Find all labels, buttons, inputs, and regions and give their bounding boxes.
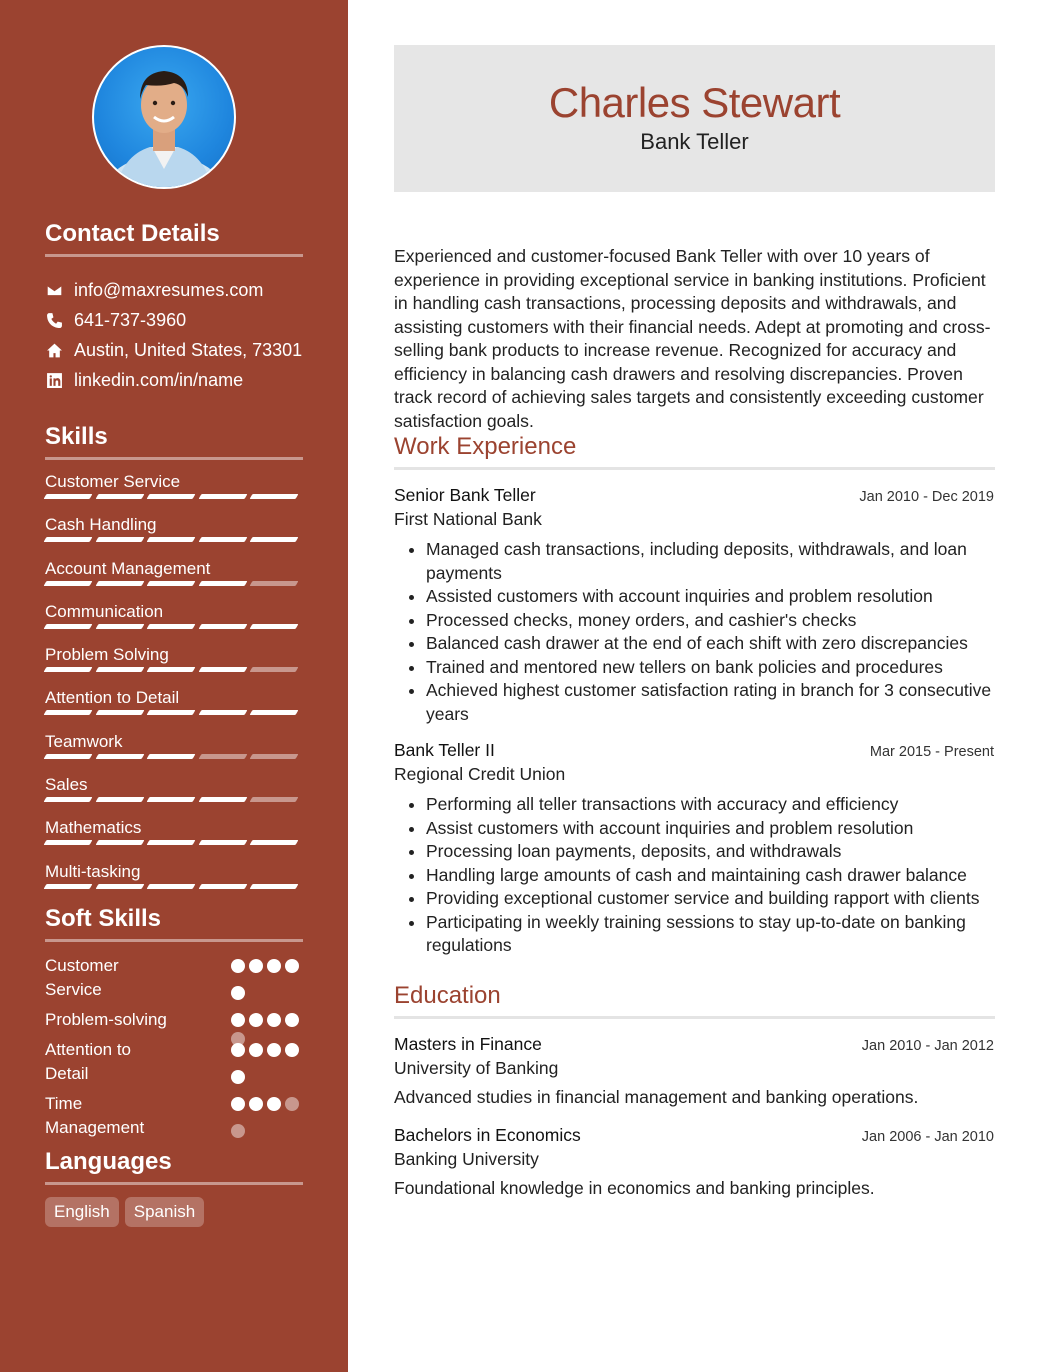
skill-level-segment	[147, 581, 195, 586]
contact-email[interactable]	[45, 275, 303, 305]
skill-level-bar	[45, 494, 303, 499]
skill-name: Mathematics	[45, 818, 142, 838]
skill-level-segment	[147, 797, 195, 802]
rating-dot	[267, 1097, 281, 1111]
job-bullet: • Managed cash transactions, including deposits, withdrawals, and loan payments	[426, 538, 994, 585]
skill-level-segment	[250, 667, 298, 672]
job-title: Bank Teller II	[394, 740, 495, 760]
soft-skill-item	[45, 1008, 303, 1038]
rating-dot	[231, 1124, 245, 1138]
job-bullet: • Handling large amounts of cash and maintaining cash drawer balance	[426, 864, 994, 888]
skill-level-segment	[250, 754, 298, 759]
skill-level-segment	[147, 494, 195, 499]
job-date: Mar 2015 - Present	[869, 744, 994, 760]
skill-level-segment	[250, 797, 298, 802]
rating-dot	[249, 1097, 263, 1111]
rating-dot	[285, 1097, 299, 1111]
skill-level-segment	[198, 710, 246, 715]
languages-section	[45, 1148, 303, 1227]
skill-level-segment	[95, 494, 143, 499]
skill-level-segment	[250, 494, 298, 499]
job-bullet: • Balanced cash drawer at the end of each shift with zero discrepancies	[426, 632, 994, 656]
skill-level-bar	[45, 797, 303, 802]
soft-skill-name: Attention to Detail	[45, 1040, 132, 1083]
skill-level-bar	[45, 624, 303, 629]
skill-level-bar	[45, 710, 303, 715]
skill-item	[45, 503, 303, 546]
education-date: Jan 2006 - Jan 2010	[861, 1129, 994, 1145]
skill-level-segment	[44, 581, 92, 586]
skill-level-segment	[198, 840, 246, 845]
soft-skill-rating	[231, 1008, 303, 1038]
rating-dot	[249, 1013, 263, 1027]
email-icon	[45, 281, 63, 299]
skill-level-segment	[95, 840, 143, 845]
education-desc: Foundational knowledge in economics and banking principles.	[394, 1178, 875, 1198]
skill-level-segment	[147, 624, 195, 629]
soft-skill-rating	[231, 1092, 303, 1146]
job-org: First National Bank	[394, 509, 542, 529]
skill-level-segment	[95, 537, 143, 542]
linkedin-icon	[45, 371, 63, 389]
skill-level-segment	[198, 494, 246, 499]
skills-list	[45, 460, 303, 893]
rating-dot	[267, 959, 281, 973]
soft-skill-rating	[231, 1038, 303, 1092]
rating-dot	[231, 1070, 245, 1084]
education-desc: Advanced studies in financial management and banking operations.	[394, 1087, 919, 1107]
candidate-role: Bank Teller	[640, 129, 749, 154]
skill-level-segment	[95, 624, 143, 629]
rating-dot	[231, 959, 245, 973]
home-icon	[45, 341, 63, 359]
skill-level-bar	[45, 884, 303, 889]
skill-name: Customer Service	[45, 472, 181, 491]
skill-level-segment	[198, 797, 246, 802]
rating-dot	[285, 959, 299, 973]
rating-dot	[267, 1043, 281, 1057]
skill-name: Account Management	[45, 558, 211, 578]
skill-level-segment	[44, 884, 92, 889]
skill-level-bar	[45, 754, 303, 759]
rating-dot	[231, 1097, 245, 1111]
person-photo-icon	[94, 47, 234, 187]
skill-level-segment	[95, 797, 143, 802]
skill-level-segment	[198, 581, 246, 586]
phone-icon	[45, 311, 63, 329]
candidate-name: Charles Stewart	[548, 79, 841, 126]
avatar	[92, 45, 236, 189]
soft-skill-name: Problem-solving	[45, 1010, 167, 1029]
soft-skill-item	[45, 1038, 303, 1092]
skill-level-segment	[147, 884, 195, 889]
soft-skill-name: Customer Service	[45, 956, 119, 999]
skill-level-segment	[147, 667, 195, 672]
skill-name: Problem Solving	[45, 645, 169, 665]
skill-level-segment	[198, 884, 246, 889]
job-bullet: • Trained and mentored new tellers on bank policies and procedures	[426, 656, 994, 680]
skill-level-segment	[147, 710, 195, 715]
rating-dot	[231, 986, 245, 1000]
skill-item	[45, 763, 303, 806]
work-entry	[394, 740, 994, 958]
contact-section	[45, 220, 303, 395]
rating-dot	[231, 1013, 245, 1027]
language-badge: English	[45, 1197, 119, 1227]
skill-level-segment	[198, 624, 246, 629]
skill-level-segment	[44, 537, 92, 542]
rating-dot	[249, 959, 263, 973]
skill-item	[45, 633, 303, 676]
soft-skills-list	[45, 954, 303, 1146]
skill-item	[45, 590, 303, 633]
skill-level-segment	[44, 754, 92, 759]
rating-dot	[231, 1043, 245, 1057]
skill-level-segment	[147, 537, 195, 542]
soft-skills-section	[45, 905, 303, 1146]
skill-level-segment	[250, 581, 298, 586]
skill-level-segment	[44, 710, 92, 715]
skill-level-segment	[95, 754, 143, 759]
skill-name: Attention to Detail	[45, 688, 180, 708]
skill-level-segment	[198, 754, 246, 759]
language-badge: Spanish	[125, 1197, 204, 1227]
sidebar	[0, 0, 348, 1372]
skill-level-segment	[44, 840, 92, 845]
job-bullet: • Assisted customers with account inquiries and problem resolution	[426, 585, 994, 609]
skill-item	[45, 806, 303, 849]
education-title: Education	[394, 982, 995, 1019]
contact-address-text: Austin, United States, 73301	[74, 339, 303, 360]
education-entry	[394, 1034, 994, 1108]
skill-name: Teamwork	[45, 731, 123, 751]
rating-dot	[285, 1043, 299, 1057]
skill-level-segment	[44, 797, 92, 802]
skill-level-segment	[250, 537, 298, 542]
skill-level-segment	[44, 667, 92, 672]
soft-skill-item	[45, 954, 303, 1008]
contact-email-text: info@maxresumes.com	[74, 279, 264, 300]
skill-item	[45, 460, 303, 503]
skill-name: Communication	[45, 601, 164, 621]
contact-phone[interactable]	[45, 305, 303, 335]
contact-linkedin[interactable]	[45, 365, 303, 395]
rating-dot	[267, 1013, 281, 1027]
job-date: Jan 2010 - Dec 2019	[859, 489, 994, 505]
skill-level-segment	[198, 537, 246, 542]
skill-item	[45, 676, 303, 719]
skill-name: Cash Handling	[45, 515, 157, 535]
skills-section	[45, 423, 303, 893]
skill-item	[45, 547, 303, 590]
header	[394, 45, 995, 192]
skill-level-segment	[250, 840, 298, 845]
soft-skills-title: Soft Skills	[45, 905, 303, 942]
skill-item	[45, 720, 303, 763]
job-title: Senior Bank Teller	[394, 485, 536, 505]
job-bullet: • Processing loan payments, deposits, and withdrawals	[426, 840, 994, 864]
skill-level-segment	[147, 754, 195, 759]
contact-linkedin-text: linkedin.com/in/name	[74, 369, 244, 390]
education-date: Jan 2010 - Jan 2012	[861, 1038, 994, 1054]
skill-level-bar	[45, 667, 303, 672]
skill-level-segment	[95, 710, 143, 715]
contact-phone-text: 641-737-3960	[74, 309, 187, 330]
soft-skill-item	[45, 1092, 303, 1146]
skill-level-bar	[45, 581, 303, 586]
skill-name: Multi-tasking	[45, 861, 141, 881]
degree-title: Masters in Finance	[394, 1034, 542, 1054]
skill-level-segment	[44, 624, 92, 629]
rating-dot	[285, 1013, 299, 1027]
skill-level-segment	[198, 667, 246, 672]
job-bullet: • Performing all teller transactions with accuracy and efficiency	[426, 793, 994, 817]
skills-title: Skills	[45, 423, 303, 460]
job-bullet: • Achieved highest customer satisfaction rating in branch for 3 consecutive years	[426, 679, 994, 726]
job-bullet: • Processed checks, money orders, and cashier's checks	[426, 609, 994, 633]
skill-level-segment	[147, 840, 195, 845]
skill-level-segment	[250, 884, 298, 889]
skill-name: Sales	[45, 775, 88, 795]
summary-text: Experienced and customer-focused Bank Teller with over 10 years of experience in providing exceptional service in banking institutions. Proficient in handling cash transactions, processing deposits and withdrawals, and assisting customers with their financial needs. Adept at promoting and cross-selling bank products to increase revenue. Recognized for accuracy and efficiency in balancing cash drawers and resolving discrepancies. Proven track record of achieving sales targets and consistently exceeding customer satisfaction goals.	[394, 246, 991, 431]
work-entry	[394, 485, 994, 726]
job-bullet: • Participating in weekly training sessions to stay up-to-date on banking regulations	[426, 911, 994, 958]
skill-level-segment	[95, 884, 143, 889]
school-name: Banking University	[394, 1149, 539, 1169]
job-bullet: • Assist customers with account inquiries and problem resolution	[426, 817, 994, 841]
skill-level-bar	[45, 840, 303, 845]
skill-level-segment	[44, 494, 92, 499]
job-bullet: • Providing exceptional customer service and building rapport with clients	[426, 887, 994, 911]
school-name: University of Banking	[394, 1058, 559, 1078]
skill-item	[45, 850, 303, 893]
contact-title: Contact Details	[45, 220, 303, 257]
job-org: Regional Credit Union	[394, 764, 566, 784]
languages-title: Languages	[45, 1148, 303, 1185]
skill-level-segment	[95, 667, 143, 672]
soft-skill-rating	[231, 954, 303, 1008]
skill-level-bar	[45, 537, 303, 542]
work-title: Work Experience	[394, 433, 995, 470]
degree-title: Bachelors in Economics	[394, 1125, 581, 1145]
education-entry	[394, 1125, 994, 1199]
rating-dot	[249, 1043, 263, 1057]
contact-address	[45, 335, 303, 365]
soft-skill-name: Time Management	[45, 1094, 145, 1137]
skill-level-segment	[250, 624, 298, 629]
skill-level-segment	[250, 710, 298, 715]
skill-level-segment	[95, 581, 143, 586]
